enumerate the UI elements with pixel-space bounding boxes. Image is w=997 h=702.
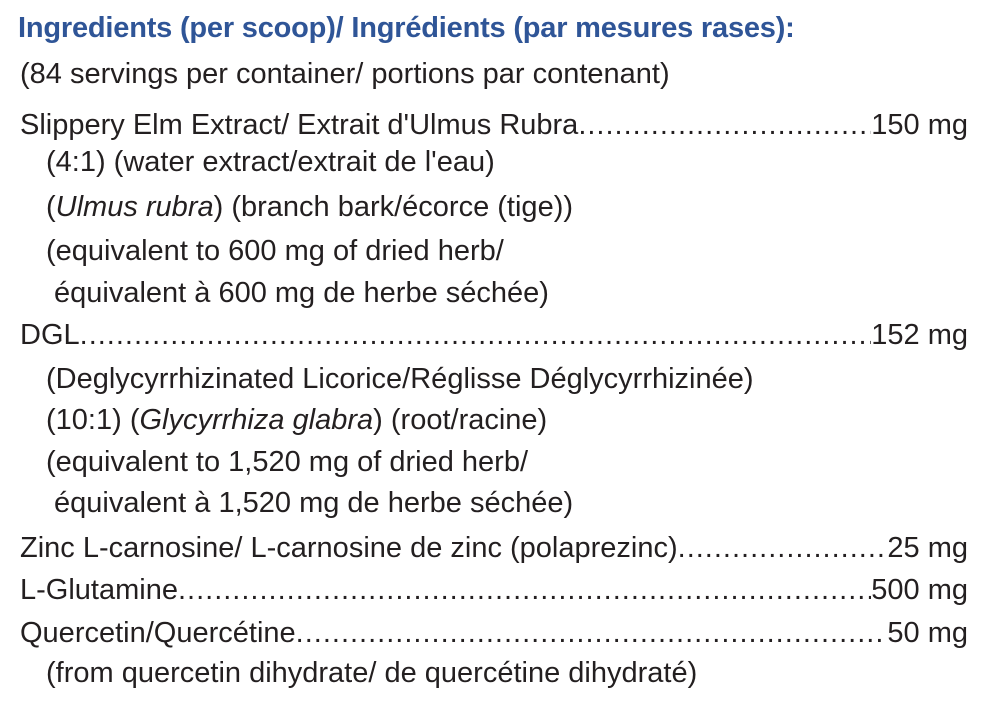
ingredient-row-zinc-carnosine: [20, 530, 968, 566]
ingredient-amount: 150 mg: [871, 109, 968, 141]
ingredient-amount: 25 mg: [887, 532, 968, 564]
leader-dots: [678, 530, 888, 566]
ingredient-detail-source: (from quercetin dihydrate/ de quercétine dihydraté): [46, 657, 698, 689]
ingredient-name: Slippery Elm Extract/ Extrait d'Ulmus Rubra: [20, 109, 579, 141]
leader-dots: [296, 615, 888, 651]
ingredient-row-slippery-elm: [20, 107, 968, 143]
ingredient-detail-latin: (Ulmus rubra) (branch bark/écorce (tige)): [46, 191, 574, 223]
ingredient-amount: 50 mg: [887, 617, 968, 649]
ingredient-detail-equivalent-fr: équivalent à 600 mg de herbe séchée): [54, 277, 549, 309]
ingredient-detail-equivalent-fr: équivalent à 1,520 mg de herbe séchée): [54, 487, 574, 519]
leader-dots: [80, 317, 872, 353]
ingredient-row-quercetin: [20, 615, 968, 651]
ingredient-detail-latin: (10:1) (Glycyrrhiza glabra) (root/racine): [46, 404, 548, 436]
leader-dots: [578, 107, 871, 143]
leader-dots: [178, 572, 871, 608]
ingredient-row-dgl: [20, 317, 968, 353]
ingredient-detail-equivalent: (equivalent to 600 mg of dried herb/: [46, 235, 504, 267]
ingredient-detail-equivalent: (equivalent to 1,520 mg of dried herb/: [46, 446, 529, 478]
ingredients-title: Ingredients (per scoop)/ Ingrédients (par mesures rases):: [18, 12, 795, 44]
ingredient-name: Quercetin/Quercétine: [20, 617, 296, 649]
ingredient-detail-desc: (Deglycyrrhizinated Licorice/Réglisse Déglycyrrhizinée): [46, 363, 754, 395]
ingredient-amount: 152 mg: [871, 319, 968, 351]
ingredient-detail-ratio: (4:1) (water extract/extrait de l'eau): [46, 146, 495, 178]
ingredient-amount: 500 mg: [871, 574, 968, 606]
ingredient-name: DGL: [20, 319, 80, 351]
latin-name: Glycyrrhiza glabra: [139, 404, 374, 436]
ingredient-row-glutamine: [20, 572, 968, 608]
ingredient-name: L-Glutamine: [20, 574, 178, 606]
latin-name: Ulmus rubra: [55, 191, 214, 223]
ingredient-name: Zinc L-carnosine/ L-carnosine de zinc (polaprezinc): [20, 532, 678, 564]
servings-note: (84 servings per container/ portions par contenant): [20, 58, 670, 90]
